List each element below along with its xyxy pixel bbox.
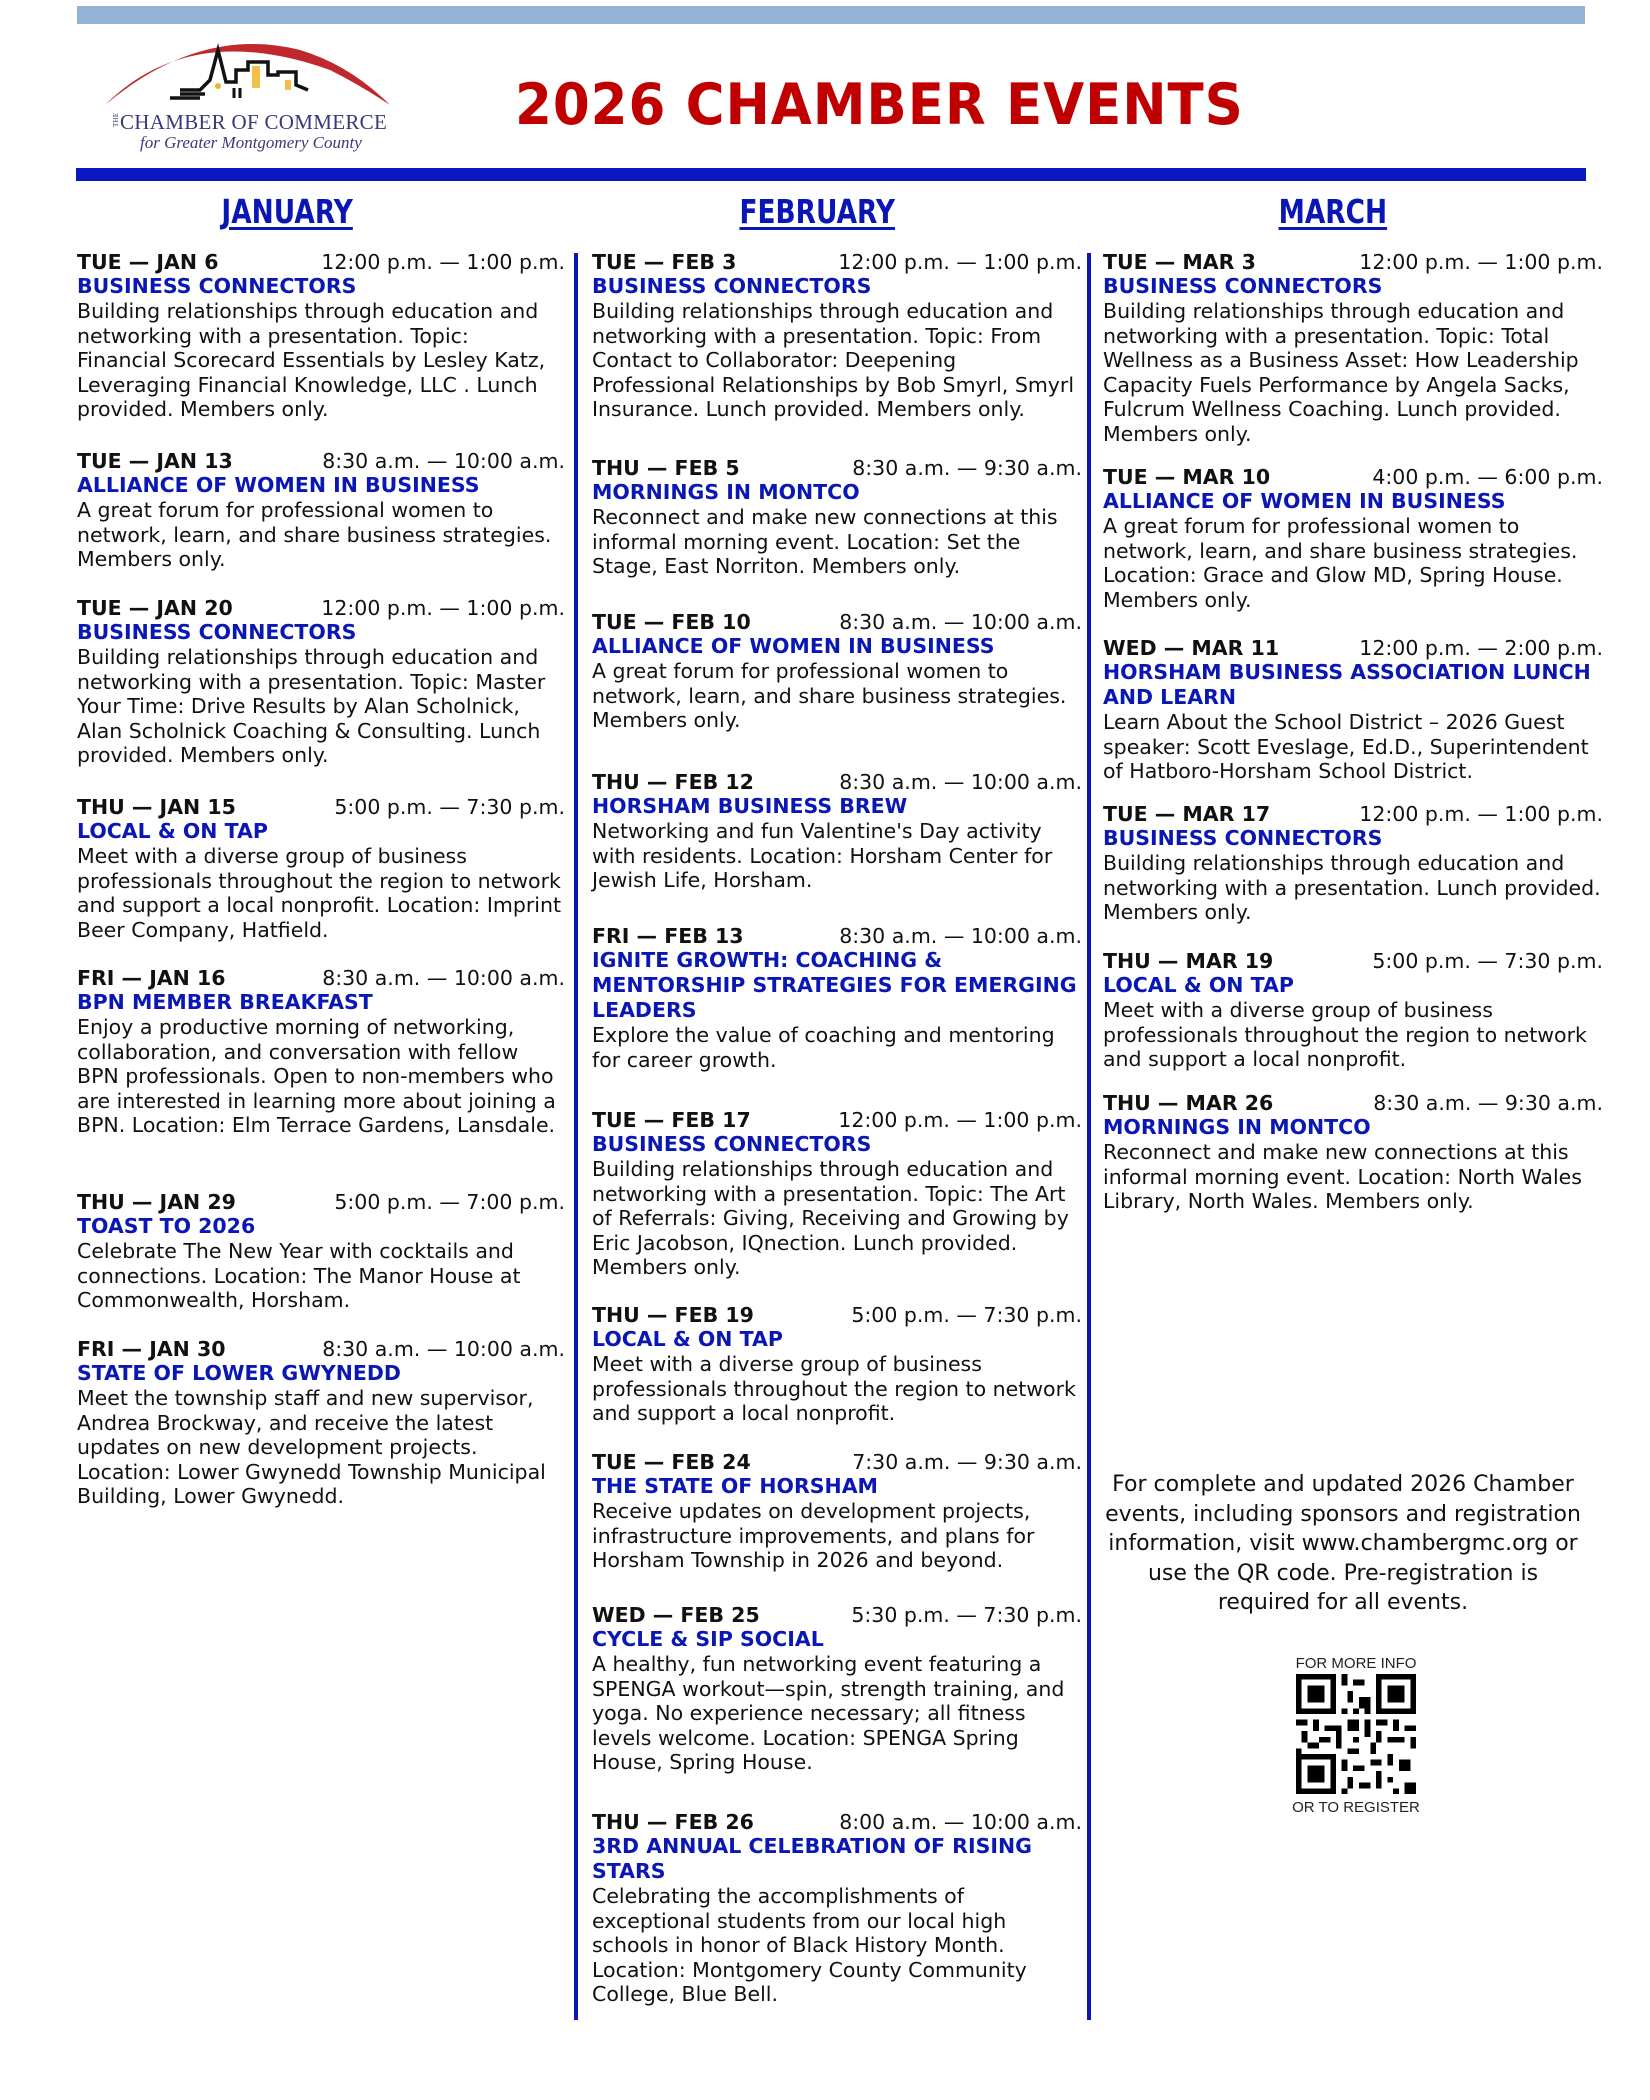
event-time: 7:30 a.m. — 9:30 a.m. xyxy=(852,1450,1082,1474)
event-item xyxy=(1103,250,1603,446)
event-description: Learn About the School District – 2026 Guest speaker: Scott Eveslage, Ed.D., Superintendent of Hatboro-Horsham School District. xyxy=(1103,710,1589,783)
event-time: 8:30 a.m. — 10:00 a.m. xyxy=(839,610,1082,634)
event-time: 8:00 a.m. — 10:00 a.m. xyxy=(839,1810,1082,1834)
event-time: 5:00 p.m. — 7:30 p.m. xyxy=(851,1303,1082,1327)
event-item xyxy=(592,610,1082,733)
event-time: 8:30 a.m. — 10:00 a.m. xyxy=(322,966,565,990)
event-description: Building relationships through education and networking with a presentation. Lunch provided. Members only. xyxy=(1103,851,1601,924)
event-item xyxy=(592,770,1082,893)
event-date: THU — JAN 15 xyxy=(77,795,236,819)
event-description: Networking and fun Valentine's Day activity with residents. Location: Horsham Center for Jewish Life, Horsham. xyxy=(592,819,1053,892)
event-description: Meet with a diverse group of business professionals throughout the region to network and support a local nonprofit. xyxy=(1103,998,1587,1071)
event-item xyxy=(1103,465,1603,612)
event-title: TOAST TO 2026 xyxy=(77,1214,256,1238)
event-item xyxy=(77,795,565,942)
event-title: ALLIANCE OF WOMEN IN BUSINESS xyxy=(1103,489,1506,513)
event-item xyxy=(592,1303,1082,1426)
event-date: THU — MAR 19 xyxy=(1103,949,1274,973)
event-time: 12:00 p.m. — 2:00 p.m. xyxy=(1359,636,1603,660)
event-date: TUE — MAR 17 xyxy=(1103,802,1271,826)
qr-bottom-label: OR TO REGISTER xyxy=(1292,1799,1420,1816)
event-description: Meet with a diverse group of business professionals throughout the region to network and support a local nonprofit. xyxy=(592,1352,1076,1425)
event-date: THU — JAN 29 xyxy=(77,1190,236,1214)
page-title: 2026 CHAMBER EVENTS xyxy=(515,72,1244,138)
event-description: A great forum for professional women to network, learn, and share business strategies. Location: Grace and Glow MD, Spring House. Members only. xyxy=(1103,514,1578,612)
event-time: 5:00 p.m. — 7:30 p.m. xyxy=(334,795,565,819)
event-title: ALLIANCE OF WOMEN IN BUSINESS xyxy=(592,634,995,658)
event-date: WED — MAR 11 xyxy=(1103,636,1280,660)
event-date: THU — FEB 5 xyxy=(592,456,740,480)
event-date: WED — FEB 25 xyxy=(592,1603,760,1627)
event-date: TUE — JAN 6 xyxy=(77,250,219,274)
event-title: CYCLE & SIP SOCIAL xyxy=(592,1627,824,1651)
event-time: 8:30 a.m. — 10:00 a.m. xyxy=(322,1337,565,1361)
event-description: Building relationships through education and networking with a presentation. Topic: The Art of Referrals: Giving, Receiving and Growing by Eric Jacobson, IQnection. Lunch provided. Members only. xyxy=(592,1157,1069,1279)
event-item xyxy=(1103,636,1603,784)
event-item xyxy=(592,456,1082,579)
event-description: Reconnect and make new connections at this informal morning event. Location: North Wales Library, North Wales. Members only. xyxy=(1103,1140,1582,1213)
event-date: FRI — FEB 13 xyxy=(592,924,744,948)
event-item xyxy=(77,1337,565,1509)
event-date: FRI — JAN 16 xyxy=(77,966,226,990)
column-divider xyxy=(574,253,578,2020)
event-description: A great forum for professional women to network, learn, and share business strategies. Members only. xyxy=(77,498,552,571)
event-time: 12:00 p.m. — 1:00 p.m. xyxy=(838,250,1082,274)
chamber-logo xyxy=(100,30,400,155)
event-title: HORSHAM BUSINESS BREW xyxy=(592,794,908,818)
event-description: Enjoy a productive morning of networking, collaboration, and conversation with fellow BPN professionals. Open to non-members who are interested in learning more about joining a BPN. Location: Elm Terrace Gardens, Lansdale. xyxy=(77,1015,556,1137)
event-item xyxy=(592,1603,1082,1775)
event-item xyxy=(592,1810,1082,2007)
event-title: BPN MEMBER BREAKFAST xyxy=(77,990,373,1014)
qr-code-icon[interactable] xyxy=(1290,1674,1422,1794)
event-date: TUE — FEB 17 xyxy=(592,1108,751,1132)
event-item xyxy=(77,596,565,768)
event-title: BUSINESS CONNECTORS xyxy=(592,274,872,298)
event-time: 5:30 p.m. — 7:30 p.m. xyxy=(851,1603,1082,1627)
event-time: 8:30 a.m. — 10:00 a.m. xyxy=(839,924,1082,948)
event-description: Building relationships through education and networking with a presentation. Topic: Total Wellness as a Business Asset: How Leadership Capacity Fuels Performance by Angela Sacks, Fulcrum Wellness Coaching. Lunch provided. Members only. xyxy=(1103,299,1579,446)
event-item xyxy=(592,250,1082,422)
event-description: Building relationships through education and networking with a presentation. Topic: Financial Scorecard Essentials by Lesley Katz, Leveraging Financial Knowledge, LLC . Lunch provided. Members only. xyxy=(77,299,546,421)
logo-tagline: for Greater Montgomery County xyxy=(140,133,362,152)
event-title: LOCAL & ON TAP xyxy=(77,819,268,843)
event-time: 12:00 p.m. — 1:00 p.m. xyxy=(321,250,565,274)
event-title: BUSINESS CONNECTORS xyxy=(592,1132,872,1156)
event-date: THU — FEB 12 xyxy=(592,770,754,794)
event-item xyxy=(1103,949,1603,1072)
event-description: Celebrating the accomplishments of exceptional students from our local high schools in honor of Black History Month. Location: Montgomery County Community College, Blue Bell. xyxy=(592,1884,1027,2006)
event-title: 3RD ANNUAL CELEBRATION OF RISING STARS xyxy=(592,1834,1032,1883)
event-item xyxy=(592,924,1082,1072)
event-title: BUSINESS CONNECTORS xyxy=(1103,274,1383,298)
event-time: 8:30 a.m. — 10:00 a.m. xyxy=(322,449,565,473)
skyline-arch-icon xyxy=(100,30,400,110)
event-title: IGNITE GROWTH: COACHING & MENTORSHIP STRATEGIES FOR EMERGING LEADERS xyxy=(592,948,1077,1022)
registration-info-text: For complete and updated 2026 Chamber events, including sponsors and registration information, visit www.chambergmc.org or use the QR code. Pre-registration is required for all events. xyxy=(1105,1472,1581,1615)
event-title: BUSINESS CONNECTORS xyxy=(1103,826,1383,850)
event-description: Celebrate The New Year with cocktails and connections. Location: The Manor House at Commonwealth, Horsham. xyxy=(77,1239,521,1312)
event-description: A healthy, fun networking event featuring a SPENGA workout—spin, strength training, and yoga. No experience necessary; all fitness levels welcome. Location: SPENGA Spring House, Spring House. xyxy=(592,1652,1065,1774)
event-title: STATE OF LOWER GWYNEDD xyxy=(77,1361,401,1385)
event-description: Building relationships through education and networking with a presentation. Topic: Master Your Time: Drive Results by Alan Scholnick, Alan Scholnick Coaching & Consulting. Lunch provided. Members only. xyxy=(77,645,546,767)
column-divider xyxy=(1087,253,1091,2020)
event-item xyxy=(1103,1091,1603,1214)
event-time: 8:30 a.m. — 9:30 a.m. xyxy=(1373,1091,1603,1115)
qr-top-label: FOR MORE INFO xyxy=(1295,1655,1417,1672)
event-date: TUE — FEB 10 xyxy=(592,610,751,634)
event-time: 8:30 a.m. — 10:00 a.m. xyxy=(839,770,1082,794)
event-description: Building relationships through education and networking with a presentation. Topic: From Contact to Collaborator: Deepening Professional Relationships by Bob Smyrl, Smyrl Insurance. Lunch provided. Members only. xyxy=(592,299,1075,421)
event-title: THE STATE OF HORSHAM xyxy=(592,1474,878,1498)
event-description: Meet with a diverse group of business professionals throughout the region to network and support a local nonprofit. Location: Imprint Beer Company, Hatfield. xyxy=(77,844,562,942)
event-description: Meet the township staff and new supervisor, Andrea Brockway, and receive the latest updates on new development projects. Location: Lower Gwynedd Township Municipal Building, Lower Gwynedd. xyxy=(77,1386,546,1508)
event-date: TUE — FEB 24 xyxy=(592,1450,751,1474)
event-item xyxy=(77,250,565,422)
event-time: 12:00 p.m. — 1:00 p.m. xyxy=(321,596,565,620)
event-item xyxy=(592,1108,1082,1280)
top-accent-bar xyxy=(77,6,1585,24)
logo-org-name: THECHAMBER OF COMMERCE xyxy=(112,110,388,134)
header-divider-bar xyxy=(76,168,1586,181)
event-time: 12:00 p.m. — 1:00 p.m. xyxy=(1359,802,1603,826)
event-description: Receive updates on development projects, infrastructure improvements, and plans for Horsham Township in 2026 and beyond. xyxy=(592,1499,1035,1572)
event-description: A great forum for professional women to network, learn, and share business strategies. Members only. xyxy=(592,659,1067,732)
event-time: 12:00 p.m. — 1:00 p.m. xyxy=(1359,250,1603,274)
event-item xyxy=(77,1190,565,1313)
event-title: MORNINGS IN MONTCO xyxy=(592,480,860,504)
event-date: FRI — JAN 30 xyxy=(77,1337,226,1361)
month-title-march: MARCH xyxy=(1278,192,1388,231)
event-title: ALLIANCE OF WOMEN IN BUSINESS xyxy=(77,473,480,497)
event-title: MORNINGS IN MONTCO xyxy=(1103,1115,1371,1139)
event-date: TUE — MAR 10 xyxy=(1103,465,1271,489)
event-item xyxy=(1103,802,1603,925)
event-item xyxy=(77,449,565,572)
event-time: 8:30 a.m. — 9:30 a.m. xyxy=(852,456,1082,480)
event-date: TUE — JAN 20 xyxy=(77,596,233,620)
event-item xyxy=(592,1450,1082,1573)
event-date: THU — MAR 26 xyxy=(1103,1091,1274,1115)
event-title: BUSINESS CONNECTORS xyxy=(77,620,357,644)
event-date: TUE — FEB 3 xyxy=(592,250,737,274)
event-date: TUE — JAN 13 xyxy=(77,449,233,473)
event-description: Reconnect and make new connections at this informal morning event. Location: Set the Stage, East Norriton. Members only. xyxy=(592,505,1058,578)
event-title: LOCAL & ON TAP xyxy=(1103,973,1294,997)
event-description: Explore the value of coaching and mentoring for career growth. xyxy=(592,1023,1055,1072)
event-time: 12:00 p.m. — 1:00 p.m. xyxy=(838,1108,1082,1132)
event-title: BUSINESS CONNECTORS xyxy=(77,274,357,298)
event-item xyxy=(77,966,565,1138)
event-time: 4:00 p.m. — 6:00 p.m. xyxy=(1372,465,1603,489)
event-time: 5:00 p.m. — 7:30 p.m. xyxy=(1372,949,1603,973)
event-time: 5:00 p.m. — 7:00 p.m. xyxy=(334,1190,565,1214)
month-title-january: JANUARY xyxy=(221,192,353,231)
event-date: TUE — MAR 3 xyxy=(1103,250,1256,274)
event-date: THU — FEB 26 xyxy=(592,1810,754,1834)
event-title: HORSHAM BUSINESS ASSOCIATION LUNCH AND LEARN xyxy=(1103,660,1591,709)
event-title: LOCAL & ON TAP xyxy=(592,1327,783,1351)
event-date: THU — FEB 19 xyxy=(592,1303,754,1327)
month-title-february: FEBRUARY xyxy=(739,192,896,231)
